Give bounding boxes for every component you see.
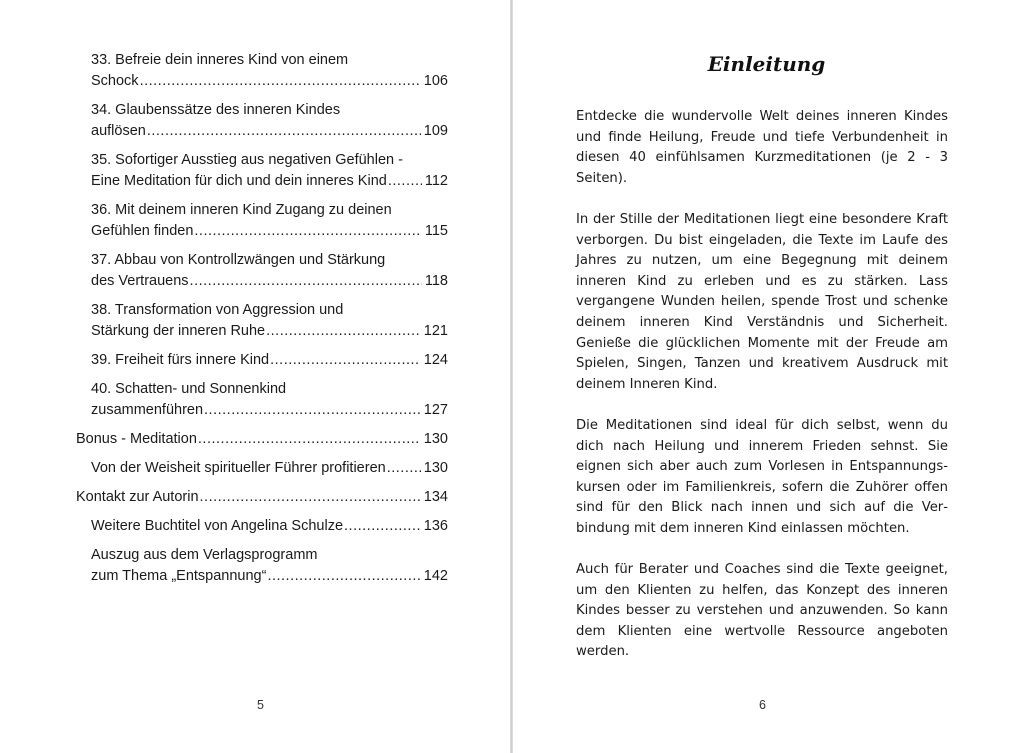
toc-entry-row [91, 516, 448, 537]
toc-page-number: 121 [423, 323, 448, 339]
toc-entry-title-line: 38. Transformation von Aggression und [91, 302, 344, 318]
toc-entry[interactable] [76, 350, 448, 371]
toc-entry-title-line: Von der Weisheit spiritueller Führer profitieren [91, 460, 386, 476]
toc-entry[interactable] [76, 545, 448, 587]
page-number-right: 6 [759, 698, 766, 712]
toc-entry-title-line: Bonus - Meditation [76, 431, 197, 447]
toc-entry-title-line: 40. Schatten- und Sonnenkind [91, 381, 287, 397]
toc-leader-dots [194, 221, 421, 242]
toc-leader-dots [204, 400, 421, 421]
toc-entry-row [76, 429, 448, 450]
toc-entry-title-line: Auszug aus dem Verlagsprogramm [91, 547, 318, 563]
toc-leader-dots [387, 458, 421, 479]
toc-entry-title-line: Schock [91, 73, 139, 89]
toc-entry[interactable] [76, 429, 448, 450]
paragraph: Die Meditationen sind ideal für dich selbst, wenn du dich nach Heilung und innerem Frieden sehnst. Sie eignen sich aber auch zum Vorlesen in Entspannungskursen oder im Familienkreis, sofern die Zuhörer offen sind für den Blick nach innen und sich auf die Verbindung mit dem inneren Kind einlassen möchten. [576, 417, 948, 536]
toc-entry[interactable] [76, 50, 448, 92]
toc-leader-dots [270, 350, 421, 371]
toc-leader-dots [147, 121, 421, 142]
toc-leader-dots [266, 321, 421, 342]
paragraph: Entdecke die wundervolle Welt deines inneren Kindes und finde Heilung, Freude und tiefe Verbundenheit in diesen 40 einfühlsamen Kurzmeditationen (je 2 - 3 Seiten). [576, 109, 948, 186]
toc-entry-row [91, 350, 448, 371]
toc-entry[interactable] [76, 200, 448, 242]
toc-entry-title-line: zum Thema „Entspannung“ [91, 568, 267, 584]
toc-leader-dots [267, 566, 420, 587]
toc-entry[interactable] [76, 150, 448, 192]
toc-entry-title-line: 39. Freiheit fürs innere Kind [91, 352, 270, 368]
toc-entry-row [91, 271, 448, 292]
toc-entry-title-line: 35. Sofortiger Ausstieg aus negativen Gefühlen - [91, 152, 403, 168]
chapter-body [576, 107, 948, 684]
toc-leader-dots [198, 429, 421, 450]
toc-entry-title-line: auflösen [91, 123, 146, 139]
toc-page-number: 124 [423, 352, 448, 368]
toc-entry[interactable] [76, 487, 448, 508]
toc-entry-title-line: Stärkung der inneren Ruhe [91, 323, 266, 339]
toc-page-number: 136 [423, 518, 448, 534]
toc-entry-title-line: 36. Mit deinem inneren Kind Zugang zu deinen [91, 202, 392, 218]
toc-page-number: 130 [423, 460, 448, 476]
toc-entry-title-line: Gefühlen finden [91, 223, 194, 239]
toc-entry-title-line: 33. Befreie dein inneres Kind von einem [91, 52, 349, 68]
toc-entry-row [91, 566, 448, 587]
toc-page-number: 109 [423, 123, 448, 139]
toc-leader-dots [140, 71, 421, 92]
table-of-contents [76, 50, 448, 595]
toc-leader-dots [190, 271, 422, 292]
toc-entry-row [91, 171, 448, 192]
toc-entry-row [91, 321, 448, 342]
toc-entry-row [91, 221, 448, 242]
right-page [513, 0, 1020, 753]
toc-page-number: 112 [424, 173, 448, 189]
toc-entry-row [91, 121, 448, 142]
toc-entry-title-line: des Vertrauens [91, 273, 189, 289]
toc-page-number: 127 [423, 402, 448, 418]
toc-leader-dots [344, 516, 421, 537]
toc-entry[interactable] [76, 379, 448, 421]
toc-entry-row [91, 71, 448, 92]
toc-page-number: 134 [423, 489, 448, 505]
toc-entry-title-line: Kontakt zur Autorin [76, 489, 199, 505]
toc-entry[interactable] [76, 300, 448, 342]
chapter-heading: Einleitung [707, 52, 826, 76]
toc-entry-title-line: zusammenführen [91, 402, 204, 418]
toc-page-number: 115 [424, 223, 448, 239]
paragraph: In der Stille der Meditationen liegt eine besondere Kraft verborgen. Du bist eingeladen, die Texte im Laufe des Jahres zu nutzen, um eine Begegnung mit deinem inneren Kind zu erleben und es zu stärken. Lass vergangene Wunden heilen, spende Trost und schenke deinem inneren Kind Verständnis und Sicherheit. Genieße die glücklichen Momente mit der Freude am Spielen, Singen, Tanzen und kreativem Ausdruck mit deinem Inneren Kind. [576, 211, 948, 392]
toc-page-number: 130 [423, 431, 448, 447]
toc-entry-row [91, 458, 448, 479]
toc-page-number: 142 [423, 568, 448, 584]
toc-page-number: 106 [423, 73, 448, 89]
toc-entry[interactable] [76, 250, 448, 292]
toc-page-number: 118 [424, 273, 448, 289]
toc-entry-title-line: 34. Glaubenssätze des inneren Kindes [91, 102, 341, 118]
toc-leader-dots [388, 171, 422, 192]
toc-entry-row [76, 487, 448, 508]
toc-entry-title-line: Eine Meditation für dich und dein inneres Kind [91, 173, 387, 189]
toc-entry-row [91, 400, 448, 421]
page-number-left: 5 [257, 698, 264, 712]
toc-entry[interactable] [76, 458, 448, 479]
toc-entry-title-line: 37. Abbau von Kontrollzwängen und Stärkung [91, 252, 386, 268]
toc-entry-title-line: Weitere Buchtitel von Angelina Schulze [91, 518, 344, 534]
paragraph: Auch für Berater und Coaches sind die Texte geeignet, um den Klienten zu helfen, das Konzept des inneren Kindes besser zu verstehen und anzuwenden. So kann dem Klienten eine wertvolle Ressource angeboten werden. [576, 562, 948, 660]
toc-leader-dots [200, 487, 421, 508]
toc-entry[interactable] [76, 100, 448, 142]
toc-entry[interactable] [76, 516, 448, 537]
